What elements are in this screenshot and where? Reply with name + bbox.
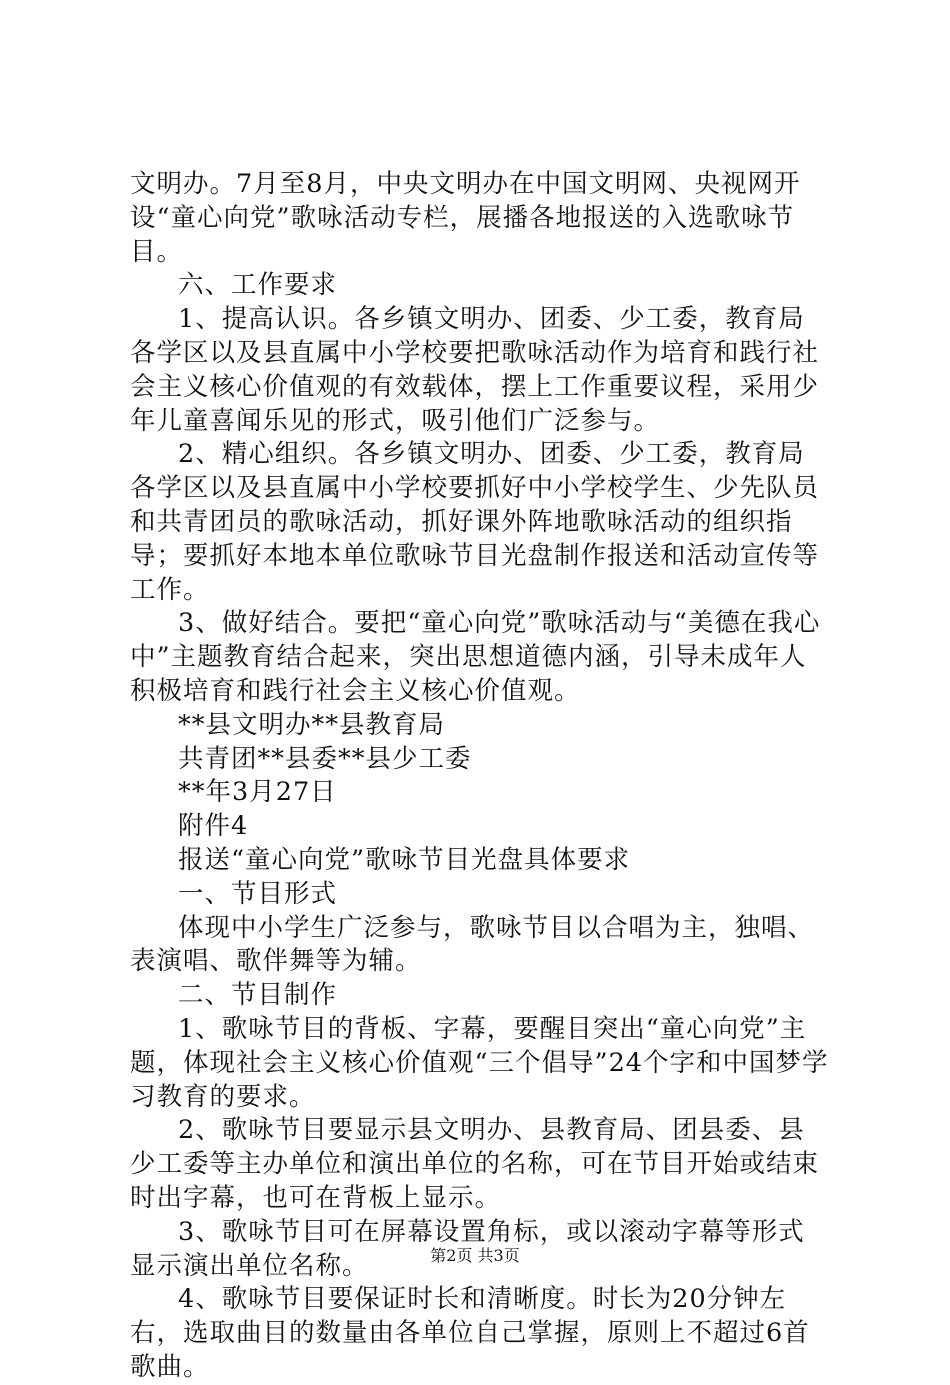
- attachment-title: 报送“童心向党”歌咏节目光盘具体要求: [178, 844, 631, 875]
- paragraph-careful-organization: 2、精心组织。各乡镇文明办、团委、少工委，教育局各学区以及县直属中小学校要抓好中小学校学生、少先队员和共青团员的歌咏活动，抓好课外阵地歌咏活动的组织指导；要抓好本地本单位歌咏节目光盘制作报送和活动宣传等工作。: [130, 439, 820, 605]
- attachment-label: 附件4: [178, 811, 249, 842]
- paragraph-production-4: 4、歌咏节目要保证时长和清晰度。时长为20分钟左右，选取曲目的数量由各单位自己掌握，原则上不超过6首歌曲。: [130, 1284, 810, 1382]
- document-body: [130, 168, 830, 1385]
- paragraph-combination: 3、做好结合。要把“童心向党”歌咏活动与“美德在我心中”主题教育结合起来，突出思想道德内涵，引导未成年人积极培育和践行社会主义核心价值观。: [130, 608, 821, 706]
- paragraph-production-2: 2、歌咏节目要显示县文明办、县教育局、团县委、县少工委等主办单位和演出单位的名称，可在节目开始或结束时出字幕，也可在背板上显示。: [130, 1115, 820, 1213]
- paragraph-program-form: 体现中小学生广泛参与，歌咏节目以合唱为主，独唱、表演唱、歌伴舞等为辅。: [130, 912, 815, 977]
- section-heading-program-form: 一、节目形式: [178, 878, 338, 909]
- paragraph-production-1: 1、歌咏节目的背板、字幕，要醒目突出“童心向党”主题，体现社会主义核心价值观“三个倡导”24个字和中国梦学习教育的要求。: [130, 1013, 829, 1112]
- paragraph-production-3: 3、歌咏节目可在屏幕设置角标，或以滚动字幕等形式显示演出单位名称。: [130, 1216, 805, 1281]
- signature-line-2: 共青团**县委**县少工委: [178, 743, 472, 774]
- paragraph-raise-awareness: 1、提高认识。各乡镇文明办、团委、少工委，教育局各学区以及县直属中小学校要把歌咏活动作为培育和践行社会主义核心价值观的有效载体，摆上工作重要议程，采用少年儿童喜闻乐见的形式，吸引他们广泛参与。: [130, 304, 820, 436]
- page-footer: 第2页 共3页: [430, 1246, 520, 1265]
- section-heading-program-production: 二、节目制作: [178, 980, 338, 1011]
- signature-line-1: **县文明办**县教育局: [178, 709, 446, 740]
- date-line: **年3月27日: [178, 777, 337, 808]
- paragraph-continuation: 文明办。7月至8月，中央文明办在中国文明网、央视网开设“童心向党”歌咏活动专栏，展播各地报送的入选歌咏节目。: [130, 169, 801, 267]
- section-heading-work-requirements: 六、工作要求: [178, 270, 338, 301]
